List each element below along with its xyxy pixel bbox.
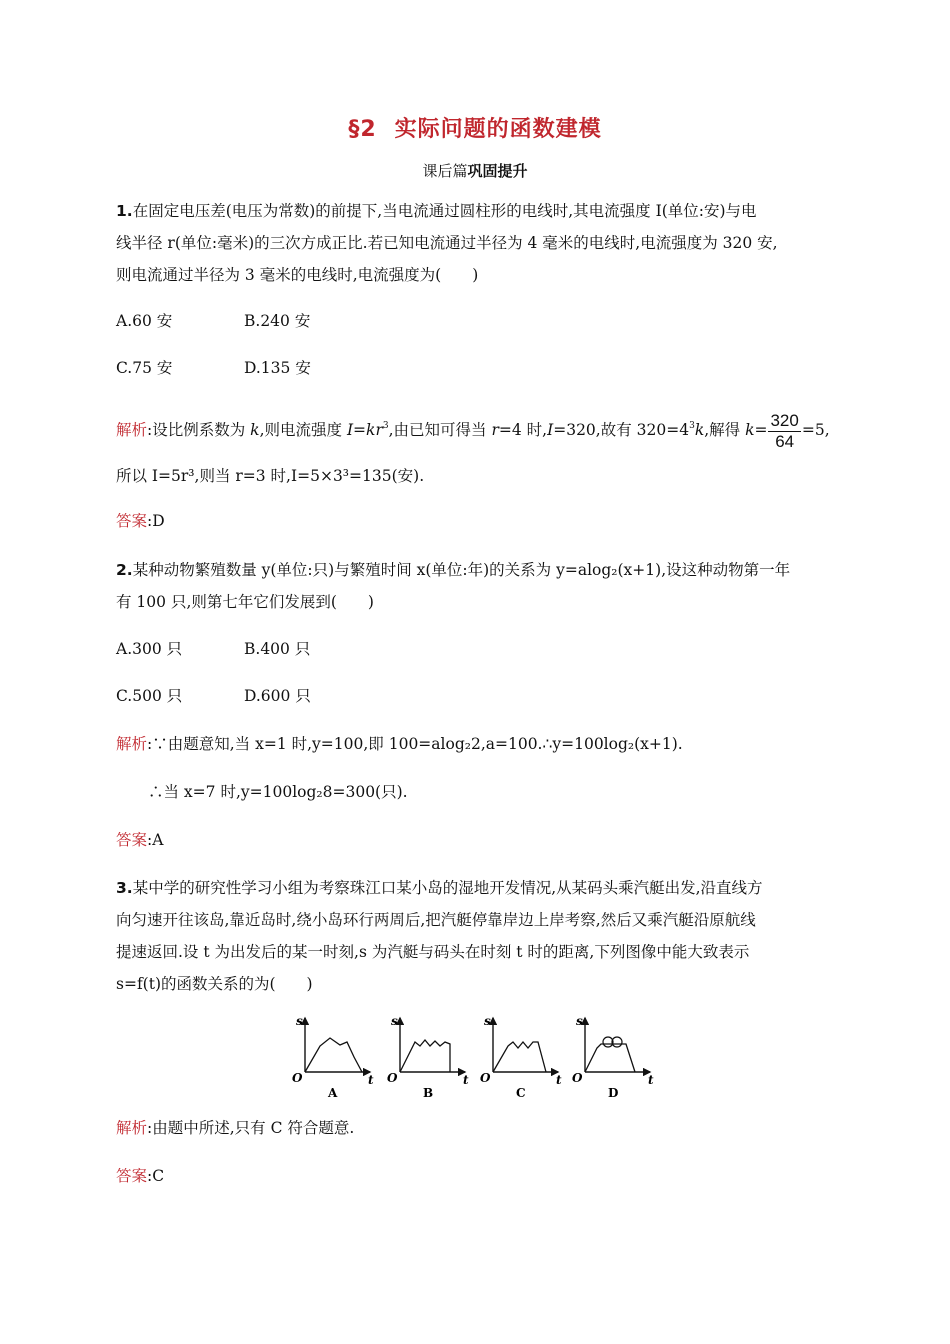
- fraction-numerator: 320: [770, 410, 799, 430]
- origin-label: O: [387, 1071, 398, 1085]
- question-2-answer: [116, 824, 836, 856]
- question-2-option-b: B.400 只: [244, 640, 311, 658]
- graph-d: [572, 1014, 654, 1100]
- question-3-stem: [116, 872, 836, 1000]
- axis-y-label: s: [296, 1014, 303, 1028]
- origin-label: O: [572, 1071, 583, 1085]
- page-subtitle: [0, 160, 950, 181]
- question-2-option-c: C.500 只: [116, 687, 183, 705]
- subtitle-prefix: 课后篇: [422, 162, 468, 180]
- question-1-line-1: 1.在固定电压差(电压为常数)的前提下,当电流通过圆柱形的电线时,其电流强度 I(单位:安)与电: [116, 202, 757, 220]
- axis-x-label: t: [648, 1073, 654, 1087]
- graph-options-svg: [285, 1012, 665, 1102]
- question-3-number: 3.: [116, 879, 133, 897]
- question-1-analysis: [116, 410, 846, 452]
- page-title: [0, 112, 950, 143]
- answer-value: :D: [147, 512, 165, 530]
- question-3-analysis: 解析:由题中所述,只有 C 符合题意.: [116, 1119, 355, 1137]
- question-2-number: 2.: [116, 561, 133, 579]
- graph-b: [387, 1014, 469, 1100]
- answer-value: :C: [147, 1167, 165, 1185]
- graph-a: [292, 1014, 374, 1100]
- question-2-option-d: D.600 只: [244, 687, 311, 705]
- answer-label: 答案: [116, 512, 148, 530]
- origin-label: O: [292, 1071, 303, 1085]
- question-1-line-3: 则电流通过半径为 3 毫米的电线时,电流强度为( ): [116, 266, 479, 284]
- question-1-answer: [116, 505, 836, 537]
- graph-c: [480, 1014, 562, 1100]
- question-1-analysis-line-2: 所以 I=5r³,则当 r=3 时,I=5×3³=135(安).: [116, 467, 425, 485]
- origin-label: O: [480, 1071, 491, 1085]
- question-1-option-b: B.240 安: [244, 312, 311, 330]
- question-3-figure: [285, 1012, 665, 1102]
- question-3-line-1: 3.某中学的研究性学习小组为考察珠江口某小岛的湿地开发情况,从某码头乘汽艇出发,沿直线方: [116, 879, 763, 897]
- question-1-option-d: D.135 安: [244, 359, 311, 377]
- question-3-line-4: s=f(t)的函数关系的为( ): [116, 975, 313, 993]
- axis-y-label: s: [391, 1014, 398, 1028]
- axis-x-label: t: [368, 1073, 374, 1087]
- analysis-label: 解析: [116, 735, 148, 753]
- graph-c-label: C: [516, 1086, 526, 1100]
- fraction: [768, 411, 800, 452]
- question-1-option-c: C.75 安: [116, 359, 173, 377]
- question-2-analysis-line-2: ∴当 x=7 时,y=100log₂8=300(只).: [148, 783, 408, 801]
- question-2-line-2: 有 100 只,则第七年它们发展到( ): [116, 593, 374, 611]
- question-1-analysis-line-1: 解析:设比例系数为 k,则电流强度 $I=kr^3$,由已知可得当 r=4 时,I=320,故有 $320=4^3k$,解得 k= $\frac{320}{64}$ =5,: [116, 410, 830, 451]
- question-2-analysis: 解析:∵由题意知,当 x=1 时,y=100,即 100=alog₂2,a=100.∴y=100log₂(x+1).: [116, 735, 683, 753]
- question-1-line-2: 线半径 r(单位:毫米)的三次方成正比.若已知电流通过半径为 4 毫米的电线时,电流强度为 320 安,: [116, 234, 778, 252]
- answer-label: 答案: [116, 831, 148, 849]
- fraction-denominator: 64: [775, 431, 795, 451]
- analysis-label: 解析: [116, 421, 148, 439]
- graph-d-label: D: [608, 1086, 619, 1100]
- question-2-option-a: A.300 只: [116, 640, 183, 658]
- question-3-line-3: 提速返回.设 t 为出发后的某一时刻,s 为汽艇与码头在时刻 t 时的距离,下列图像中能大致表示: [116, 943, 750, 961]
- axis-x-label: t: [463, 1073, 469, 1087]
- axis-y-label: s: [576, 1014, 583, 1028]
- answer-label: 答案: [116, 1167, 148, 1185]
- section-number: §2: [348, 117, 377, 142]
- question-1-number: 1.: [116, 202, 133, 220]
- question-3-line-2: 向匀速开往该岛,靠近岛时,绕小岛环行两周后,把汽艇停靠岸边上岸考察,然后又乘汽艇沿原航线: [116, 911, 756, 929]
- answer-value: :A: [147, 831, 164, 849]
- analysis-label: 解析: [116, 1119, 148, 1137]
- question-2-line-1: 2.某种动物繁殖数量 y(单位:只)与繁殖时间 x(单位:年)的关系为 y=alog₂(x+1),设这种动物第一年: [116, 561, 791, 579]
- axis-x-label: t: [556, 1073, 562, 1087]
- question-1-stem: [116, 195, 836, 291]
- graph-b-label: B: [423, 1086, 434, 1100]
- axis-y-label: s: [484, 1014, 491, 1028]
- section-title: 实际问题的函数建模: [394, 117, 602, 142]
- question-3-answer: [116, 1160, 836, 1192]
- question-2-stem: [116, 554, 836, 618]
- subtitle-bold: 巩固提升: [467, 162, 528, 180]
- question-1-option-a: A.60 安: [116, 312, 173, 330]
- graph-a-label: A: [328, 1086, 338, 1100]
